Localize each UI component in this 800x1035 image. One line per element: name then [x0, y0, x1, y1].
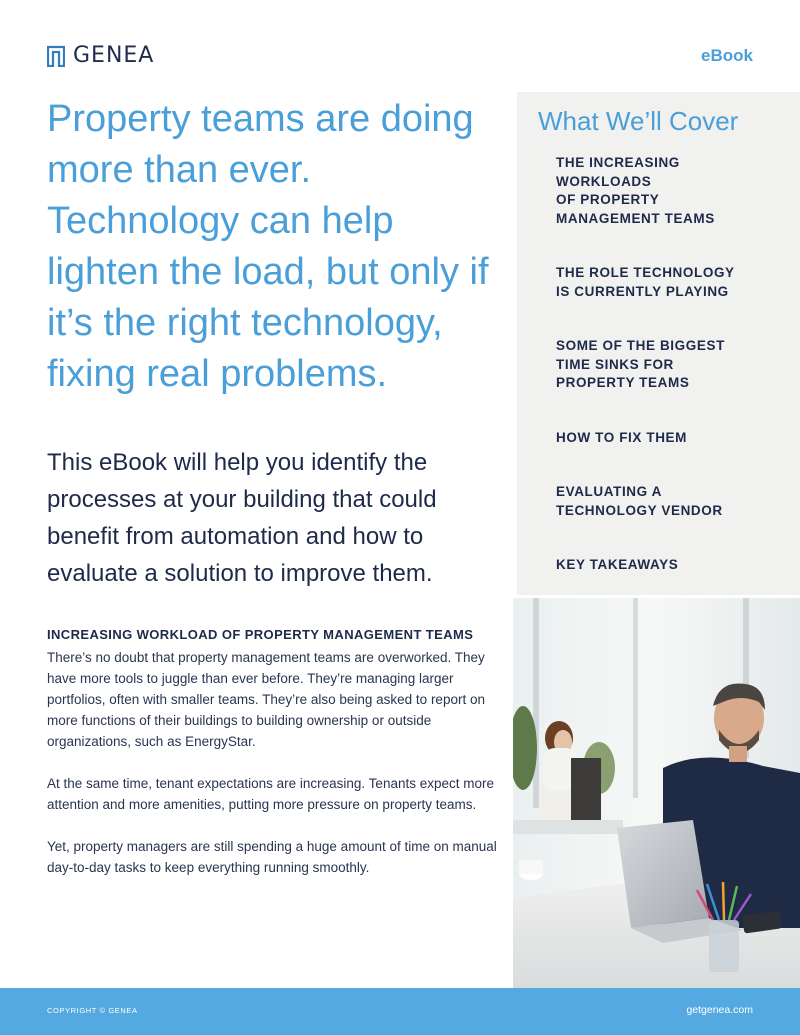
body-paragraph: Yet, property managers are still spending a huge amount of time on manual day-to-day tasks to keep everything running smoothly. — [47, 839, 497, 875]
toc-item-line: TECHNOLOGY VENDOR — [556, 502, 723, 518]
toc-item — [556, 154, 786, 228]
page-headline: Property teams are doing more than ever. Technology can help lighten the load, but only if it’s the right technology, fixing real problems. — [47, 98, 489, 395]
toc-item-line: EVALUATING A — [556, 484, 662, 499]
genea-logo — [47, 45, 154, 67]
toc-item-line: HOW TO FIX THEM — [556, 429, 687, 445]
toc-item-line: PROPERTY TEAMS — [556, 375, 690, 390]
copyright-text: COPYRIGHT © GENEA — [47, 1006, 138, 1015]
toc-item-line: MANAGEMENT TEAMS — [556, 210, 715, 226]
toc-item-line: KEY TAKEAWAYS — [556, 557, 679, 572]
toc-item — [556, 429, 786, 448]
toc-item-line: OF PROPERTY — [556, 192, 660, 207]
toc-item-line: TIME SINKS FOR — [556, 356, 674, 372]
toc-item-line: IS CURRENTLY PLAYING — [556, 283, 729, 299]
table-of-contents — [556, 154, 786, 575]
office-photo — [513, 598, 800, 988]
body-paragraph: There’s no doubt that property management teams are overworked. They have more tools to juggle than ever before. They’re managing larger portfolios, often with smaller teams. They’re also being asked to report on more functions of their buildings to building ownership or outside organizations, such as EnergyStar. — [47, 650, 485, 749]
website-link[interactable]: getgenea.com — [686, 1004, 753, 1016]
intro-paragraph: This eBook will help you identify the processes at your building that could benefit from automation and how to evaluate a solution to improve them. — [47, 449, 437, 587]
body-paragraph: At the same time, tenant expectations are increasing. Tenants expect more attention and more amenities, putting more pressure on property teams. — [47, 776, 494, 812]
toc-item — [556, 483, 786, 520]
toc-item-line: SOME OF THE BIGGEST — [556, 338, 725, 353]
sidebar-title: What We’ll Cover — [538, 106, 739, 136]
toc-item-line: THE ROLE TECHNOLOGY — [556, 265, 735, 280]
section-heading: INCREASING WORKLOAD OF PROPERTY MANAGEMENT TEAMS — [47, 627, 474, 642]
brand-name: GENEA — [73, 43, 155, 68]
contents-sidebar — [517, 92, 800, 595]
toc-item — [556, 264, 786, 301]
page-footer — [0, 988, 800, 1035]
genea-logo-mark-icon — [47, 45, 65, 67]
doc-type-label: eBook — [701, 46, 753, 65]
section-body — [47, 647, 497, 899]
toc-item-line: THE INCREASING — [556, 155, 680, 170]
toc-item-line: WORKLOADS — [556, 173, 652, 189]
toc-item — [556, 556, 786, 575]
toc-item — [556, 337, 786, 393]
